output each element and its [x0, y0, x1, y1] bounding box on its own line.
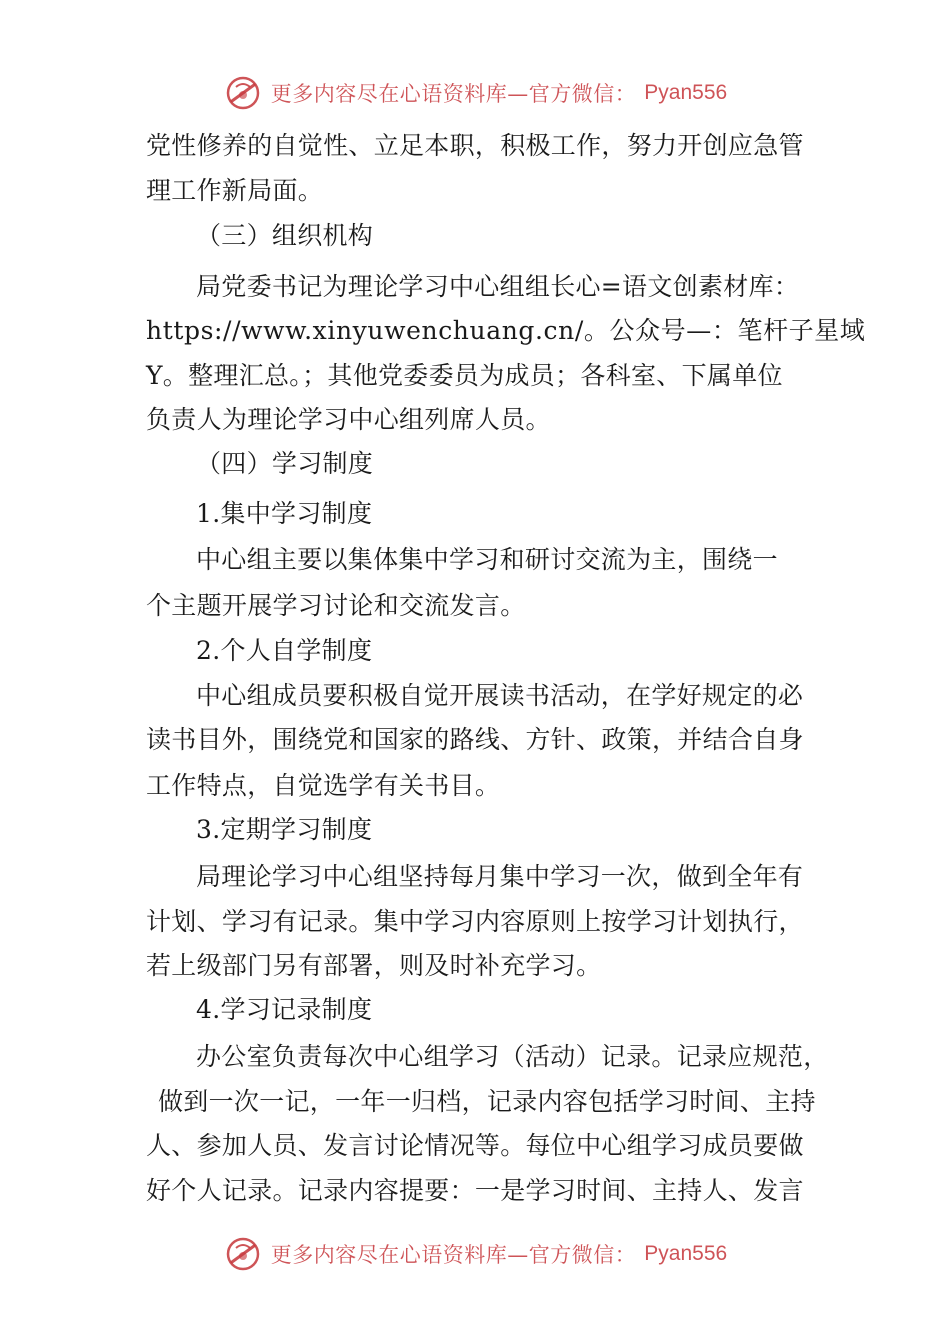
section-heading: （四）学习制度 [196, 449, 374, 478]
paragraph-line: 做到一次一记，一年一归档，记录内容包括学习时间、主持 [158, 1087, 816, 1116]
header-banner [0, 71, 950, 115]
paragraph-line: Y。整理汇总。；其他党委委员为成员；各科室、下属单位 [146, 361, 783, 390]
paragraph-line: 党性修养的自觉性、立足本职，积极工作，努力开创应急管 [146, 131, 804, 160]
subsection-heading: 1.集中学习制度 [196, 499, 373, 528]
banner-text: 更多内容尽在心语资料库—官方微信： [270, 1243, 637, 1267]
paragraph-line: 中心组主要以集体集中学习和研讨交流为主，围绕一 [196, 545, 778, 574]
paragraph-line: 人、参加人员、发言讨论情况等。每位中心组学习成员要做 [146, 1131, 804, 1160]
paragraph-line: 局党委书记为理论学习中心组组长心=语文创素材库： [196, 272, 800, 301]
banner-wechat-id: Pyan556 [644, 1242, 728, 1265]
paragraph-line: https://www.xinyuwenchuang.cn/。公众号—：笔杆子星域 [146, 316, 866, 345]
paragraph-line: 理工作新局面。 [146, 176, 324, 205]
logo-icon [223, 1234, 263, 1274]
paragraph-line: 读书目外，围绕党和国家的路线、方针、政策，并结合自身 [146, 725, 804, 754]
paragraph-line: 工作特点，自觉选学有关书目。 [146, 771, 501, 800]
banner-wechat-id: Pyan556 [644, 81, 728, 104]
paragraph-line: 计划、学习有记录。集中学习内容原则上按学习计划执行， [146, 907, 804, 936]
footer-banner [0, 1232, 950, 1276]
paragraph-line: 中心组成员要积极自觉开展读书活动，在学好规定的必 [196, 681, 804, 710]
paragraph-line: 好个人记录。记录内容提要：一是学习时间、主持人、发言 [146, 1176, 804, 1205]
paragraph-line: 局理论学习中心组坚持每月集中学习一次，做到全年有 [196, 862, 804, 891]
subsection-heading: 3.定期学习制度 [196, 815, 373, 844]
logo-icon [223, 73, 263, 113]
paragraph-line: 个主题开展学习讨论和交流发言。 [146, 591, 526, 620]
subsection-heading: 4.学习记录制度 [196, 995, 373, 1024]
paragraph-line: 若上级部门另有部署，则及时补充学习。 [146, 951, 602, 980]
banner-text: 更多内容尽在心语资料库—官方微信： [270, 82, 637, 106]
paragraph-line: 办公室负责每次中心组学习（活动）记录。记录应规范， [196, 1042, 829, 1071]
paragraph-line: 负责人为理论学习中心组列席人员。 [146, 405, 551, 434]
subsection-heading: 2.个人自学制度 [196, 636, 373, 665]
section-heading: （三）组织机构 [196, 221, 374, 250]
